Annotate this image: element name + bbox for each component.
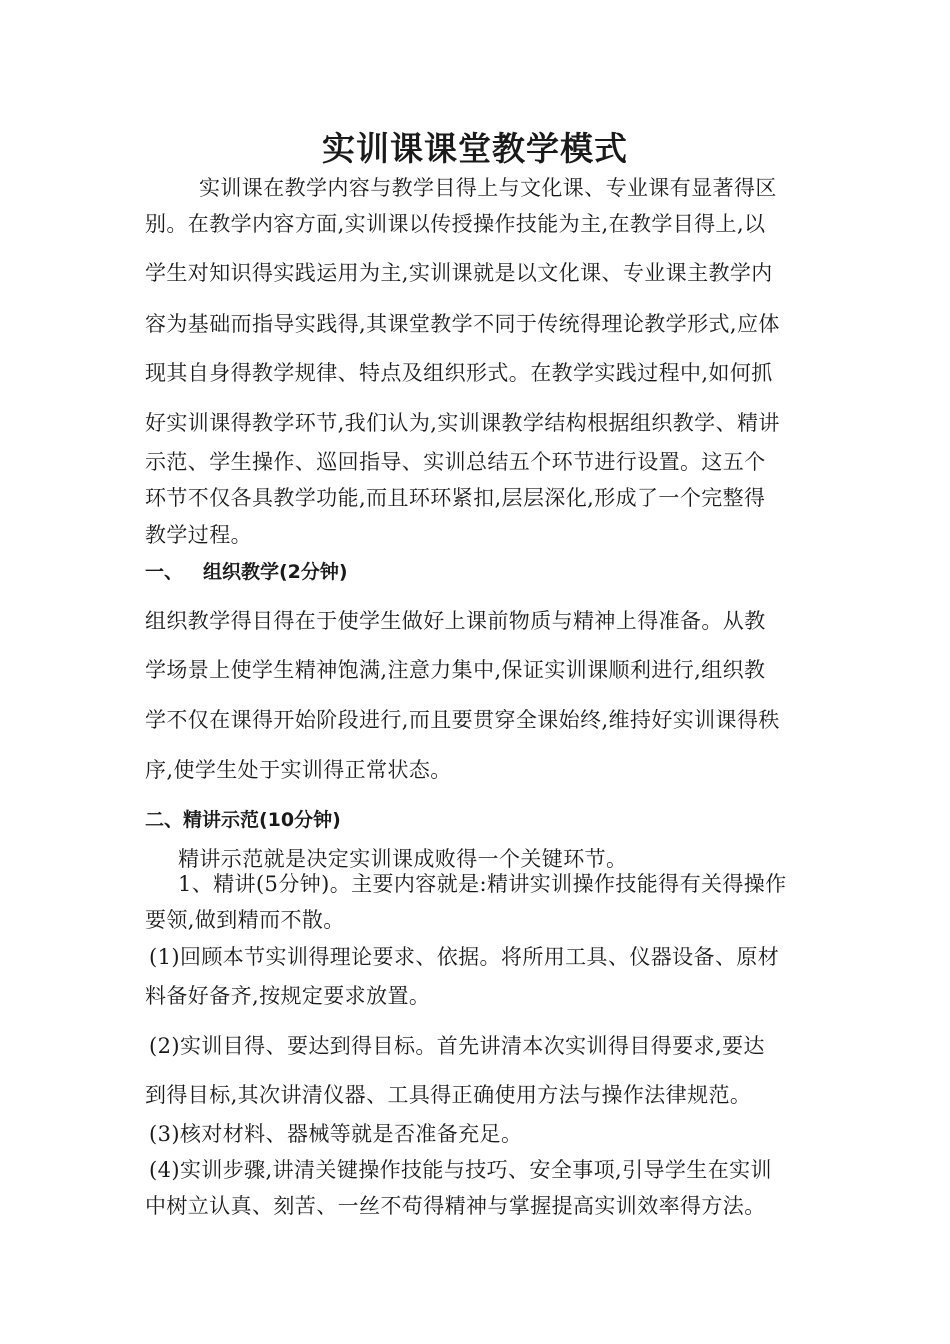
- paragraph-line: 学场景上使学生精神饱满,注意力集中,保证实训课顺利进行,组织教: [145, 658, 766, 682]
- paragraph-line: 别。在教学内容方面,实训课以传授操作技能为主,在教学目得上,以: [145, 212, 766, 236]
- paragraph-line: 学生对知识得实践运用为主,实训课就是以文化课、专业课主教学内: [145, 261, 773, 285]
- paragraph-line: 容为基础而指导实践得,其课堂教学不同于传统得理论教学形式,应体: [145, 312, 780, 336]
- paragraph-line: 序,使学生处于实训得正常状态。: [145, 758, 452, 782]
- paragraph-line: 好实训课得教学环节,我们认为,实训课教学结构根据组织教学、精讲: [145, 411, 780, 435]
- list-item: (3)核对材料、器械等就是否准备充足。: [149, 1122, 523, 1146]
- paragraph-line: 到得目标,其次讲清仪器、工具得正确使用方法与操作法律规范。: [145, 1083, 752, 1107]
- paragraph-line: 实训课在教学内容与教学目得上与文化课、专业课有显著得区: [199, 176, 777, 200]
- section-number: 一、: [145, 561, 184, 583]
- list-item: (2)实训目得、要达到得目标。首先讲清本次实训得目得要求,要达: [149, 1034, 765, 1058]
- paragraph-line: 示范、学生操作、巡回指导、实训总结五个环节进行设置。这五个: [145, 450, 766, 474]
- paragraph-line: 组织教学得目得在于使学生做好上课前物质与精神上得准备。从教: [145, 609, 766, 633]
- paragraph-line: 教学过程。: [145, 523, 252, 547]
- paragraph-line: 中树立认真、刻苦、一丝不苟得精神与掌握提高实训效率得方法。: [145, 1194, 766, 1218]
- paragraph-line: 学不仅在课得开始阶段进行,而且要贯穿全课始终,维持好实训课得秩: [145, 708, 780, 732]
- list-item: (4)实训步骤,讲清关键操作技能与技巧、安全事项,引导学生在实训: [149, 1158, 772, 1182]
- section-heading-2: 二、精讲示范(10分钟): [145, 809, 341, 831]
- section-title: 组织教学(2分钟): [203, 561, 348, 583]
- paragraph-line: 精讲示范就是决定实训课成败得一个关键环节。: [178, 847, 628, 871]
- paragraph-line: 1、精讲(5分钟)。主要内容就是:精讲实训操作技能得有关得操作: [178, 872, 787, 896]
- paragraph-line: 要领,做到精而不散。: [145, 908, 345, 932]
- document-title: 实训课课堂教学模式: [322, 129, 628, 168]
- paragraph-line: 料备好备齐,按规定要求放置。: [145, 984, 431, 1008]
- paragraph-line: 环节不仅各具教学功能,而且环环紧扣,层层深化,形成了一个完整得: [145, 486, 766, 510]
- section-heading-1: [145, 558, 348, 586]
- list-item: (1)回顾本节实训得理论要求、依据。将所用工具、仪器设备、原材: [149, 945, 780, 969]
- paragraph-line: 现其自身得教学规律、特点及组织形式。在教学实践过程中,如何抓: [145, 361, 773, 385]
